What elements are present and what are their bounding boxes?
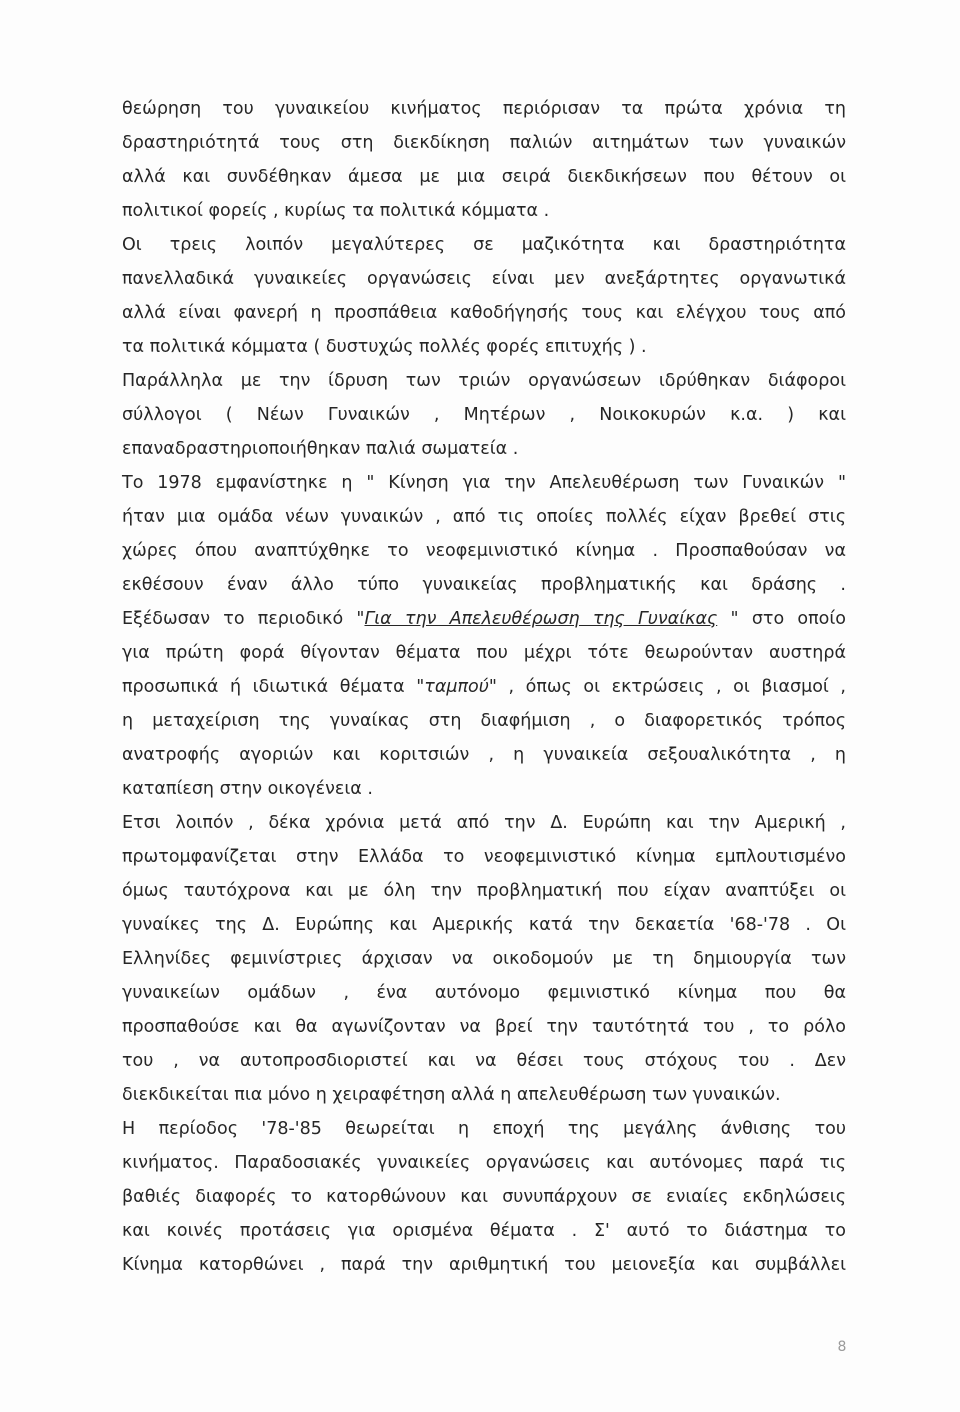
text-line: Παράλληλα με την ίδρυση των τριών οργανώσεων ιδρύθηκαν διάφοροι [122, 371, 846, 391]
text-line: του , να αυτοπροσδιοριστεί και να θέσει τους στόχους του . Δεν [122, 1051, 846, 1071]
emphasis-word: ταμπού [424, 677, 489, 697]
text-line: για πρώτη φορά θίγονταν θέματα που μέχρι τότε θεωρούνταν αυστηρά [122, 643, 846, 663]
text-line: γυναίκες της Δ. Ευρώπης και Αμερικής κατά την δεκαετία '68-'78 . Οι [122, 915, 846, 935]
text-line: και κοινές προτάσεις για ορισμένα θέματα . Σ' αυτό το διάστημα το [122, 1221, 846, 1241]
text-line: τα πολιτικά κόμματα ( δυστυχώς πολλές φορές επιτυχής ) . [122, 337, 647, 357]
text-line: Η περίοδος '78-'85 θεωρείται η εποχή της μεγάλης άνθισης του [122, 1119, 846, 1139]
text-line: Ελληνίδες φεμινίστριες άρχισαν να οικοδομούν με τη δημιουργία των [122, 949, 846, 969]
text-line: πολιτικοί φορείς , κυρίως τα πολιτικά κόμματα . [122, 201, 550, 221]
text-line: διεκδικείται πια μόνο η χειραφέτηση αλλά η απελευθέρωση των γυναικών. [122, 1085, 781, 1105]
text-line: σύλλογοι ( Νέων Γυναικών , Μητέρων , Νοικοκυρών κ.α. ) και [122, 405, 846, 425]
text-line: ήταν μια ομάδα νέων γυναικών , από τις οποίες πολλές είχαν βρεθεί στις [122, 507, 846, 527]
magazine-title: Για την Απελευθέρωση της Γυναίκας [364, 609, 718, 629]
text-line: Ετσι λοιπόν , δέκα χρόνια μετά από την Δ. Ευρώπη και την Αμερική , [122, 813, 846, 833]
text-span: Εξέδωσαν το περιοδικό " [122, 609, 365, 629]
text-line: Κίνημα κατορθώνει , παρά την αριθμητική του μειονεξία και συμβάλλει [122, 1255, 846, 1275]
text-line: δραστηριότητά τους στη διεκδίκηση παλιών αιτημάτων των γυναικών [122, 133, 846, 153]
text-line: βαθιές διαφορές το κατορθώνουν και συνυπάρχουν σε ενιαίες εκδηλώσεις [122, 1187, 846, 1207]
body-text [122, 92, 846, 1282]
text-line: θεώρηση του γυναικείου κινήματος περιόρισαν τα πρώτα χρόνια τη [122, 99, 846, 119]
text-line: προσπαθούσε και θα αγωνίζονταν να βρεί την ταυτότητά του , το ρόλο [122, 1017, 846, 1037]
text-span: " , όπως οι εκτρώσεις , οι βιασμοί , [488, 677, 846, 697]
text-line: εκθέσουν έναν άλλο τύπο γυναικείας προβληματικής και δράσης . [122, 575, 846, 595]
text-line: Το 1978 εμφανίστηκε η " Κίνηση για την Απελευθέρωση των Γυναικών " [122, 473, 846, 493]
text-line: πανελλαδικά γυναικείες οργανώσεις είναι μεν ανεξάρτητες οργανωτικά [122, 269, 846, 289]
text-line: Οι τρεις λοιπόν μεγαλύτερες σε μαζικότητα και δραστηριότητα [122, 235, 846, 255]
page-number: 8 [837, 1339, 847, 1355]
text-line: κινήματος. Παραδοσιακές γυναικείες οργανώσεις και αυτόνομες παρά τις [122, 1153, 846, 1173]
text-line: χώρες όπου αναπτύχθηκε το νεοφεμινιστικό κίνημα . Προσπαθούσαν να [122, 541, 846, 561]
text-line: όμως ταυτόχρονα και με όλη την προβληματική που είχαν αναπτύξει οι [122, 881, 846, 901]
text-line: ανατροφής αγοριών και κοριτσιών , η γυναικεία σεξουαλικότητα , η [122, 745, 846, 765]
text-span: προσωπικά ή ιδιωτικά θέματα " [122, 677, 425, 697]
text-line [122, 602, 846, 636]
text-line: αλλά είναι φανερή η προσπάθεια καθοδήγησής τους και ελέγχου τους από [122, 303, 846, 323]
text-span: " στο οποίο [717, 609, 846, 629]
text-line: γυναικείων ομάδων , ένα αυτόνομο φεμινιστικό κίνημα που θα [122, 983, 846, 1003]
text-line: η μεταχείριση της γυναίκας στη διαφήμιση , ο διαφορετικός τρόπος [122, 711, 846, 731]
text-line: αλλά και συνδέθηκαν άμεσα με μια σειρά διεκδικήσεων που θέτουν οι [122, 167, 846, 187]
text-line: καταπίεση στην οικογένεια . [122, 779, 373, 799]
text-line: επαναδραστηριοποιήθηκαν παλιά σωματεία . [122, 439, 519, 459]
text-line [122, 670, 846, 704]
text-line: πρωτομφανίζεται στην Ελλάδα το νεοφεμινιστικό κίνημα εμπλουτισμένο [122, 847, 846, 867]
